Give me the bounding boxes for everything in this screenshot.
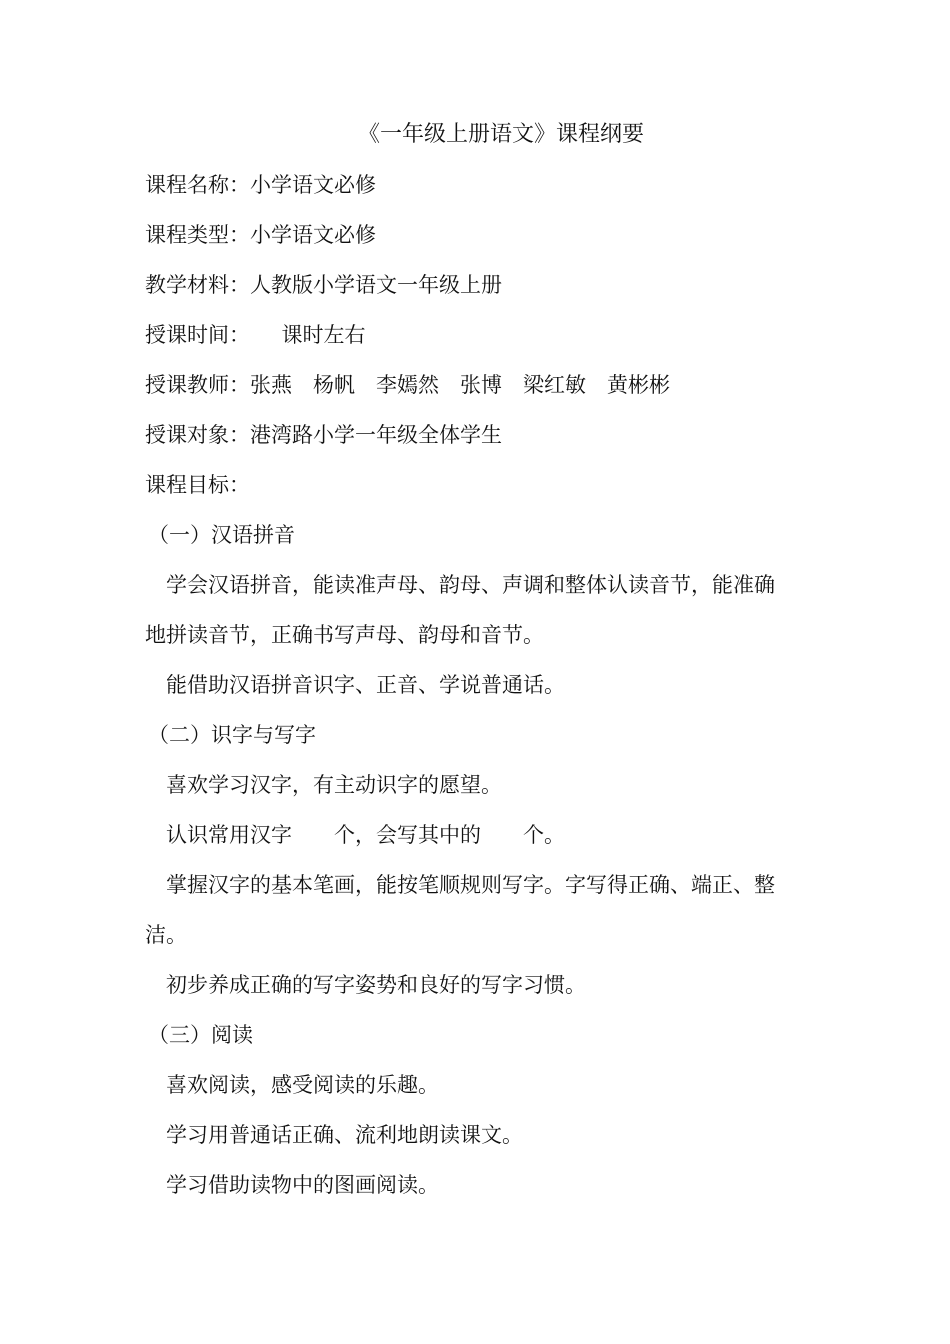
field-time [145, 320, 825, 350]
field-value: 小学语文必修 [250, 173, 376, 197]
paragraph: 学习借助读物中的图画阅读。 [166, 1173, 439, 1197]
field-label: 课程类型： [145, 223, 250, 247]
field-value: 课时左右 [239, 323, 366, 347]
paragraph: 认识常用汉字 个，会写其中的 个。 [166, 823, 565, 847]
field-audience [145, 420, 825, 450]
paragraph: 喜欢学习汉字，有主动识字的愿望。 [166, 773, 502, 797]
field-value: 张燕 杨帆 李嫣然 张博 梁红敏 黄彬彬 [250, 373, 670, 397]
paragraph-line: 地拼读音节，正确书写声母、韵母和音节。 [145, 623, 544, 647]
field-course-type [145, 220, 825, 250]
section-heading-literacy: （二）识字与写字 [148, 723, 316, 747]
field-label: 课程名称： [145, 173, 250, 197]
field-value: 人教版小学语文一年级上册 [250, 273, 502, 297]
paragraph-line: 洁。 [145, 923, 187, 947]
field-label: 授课时间： [145, 323, 240, 347]
paragraph: 初步养成正确的写字姿势和良好的写字习惯。 [166, 973, 586, 997]
field-value: 港湾路小学一年级全体学生 [250, 423, 502, 447]
paragraph: 能借助汉语拼音识字、正音、学说普通话。 [166, 673, 565, 697]
section-heading-reading: （三）阅读 [148, 1023, 253, 1047]
field-teachers [145, 370, 825, 400]
paragraph: 喜欢阅读，感受阅读的乐趣。 [166, 1073, 439, 1097]
paragraph-line: 掌握汉字的基本笔画，能按笔顺规则写字。字写得正确、端正、整 [166, 873, 775, 897]
field-label: 教学材料： [145, 273, 250, 297]
field-label: 授课对象： [145, 423, 250, 447]
field-label: 授课教师： [145, 373, 250, 397]
document-title: 《一年级上册语文》课程纲要 [357, 122, 644, 147]
paragraph: 学习用普通话正确、流利地朗读课文。 [166, 1123, 523, 1147]
field-course-name [145, 170, 825, 200]
goals-heading: 课程目标： [145, 473, 250, 497]
field-materials [145, 270, 825, 300]
section-heading-pinyin: （一）汉语拼音 [148, 523, 295, 547]
paragraph-line: 学会汉语拼音，能读准声母、韵母、声调和整体认读音节，能准确 [166, 573, 775, 597]
field-value: 小学语文必修 [250, 223, 376, 247]
